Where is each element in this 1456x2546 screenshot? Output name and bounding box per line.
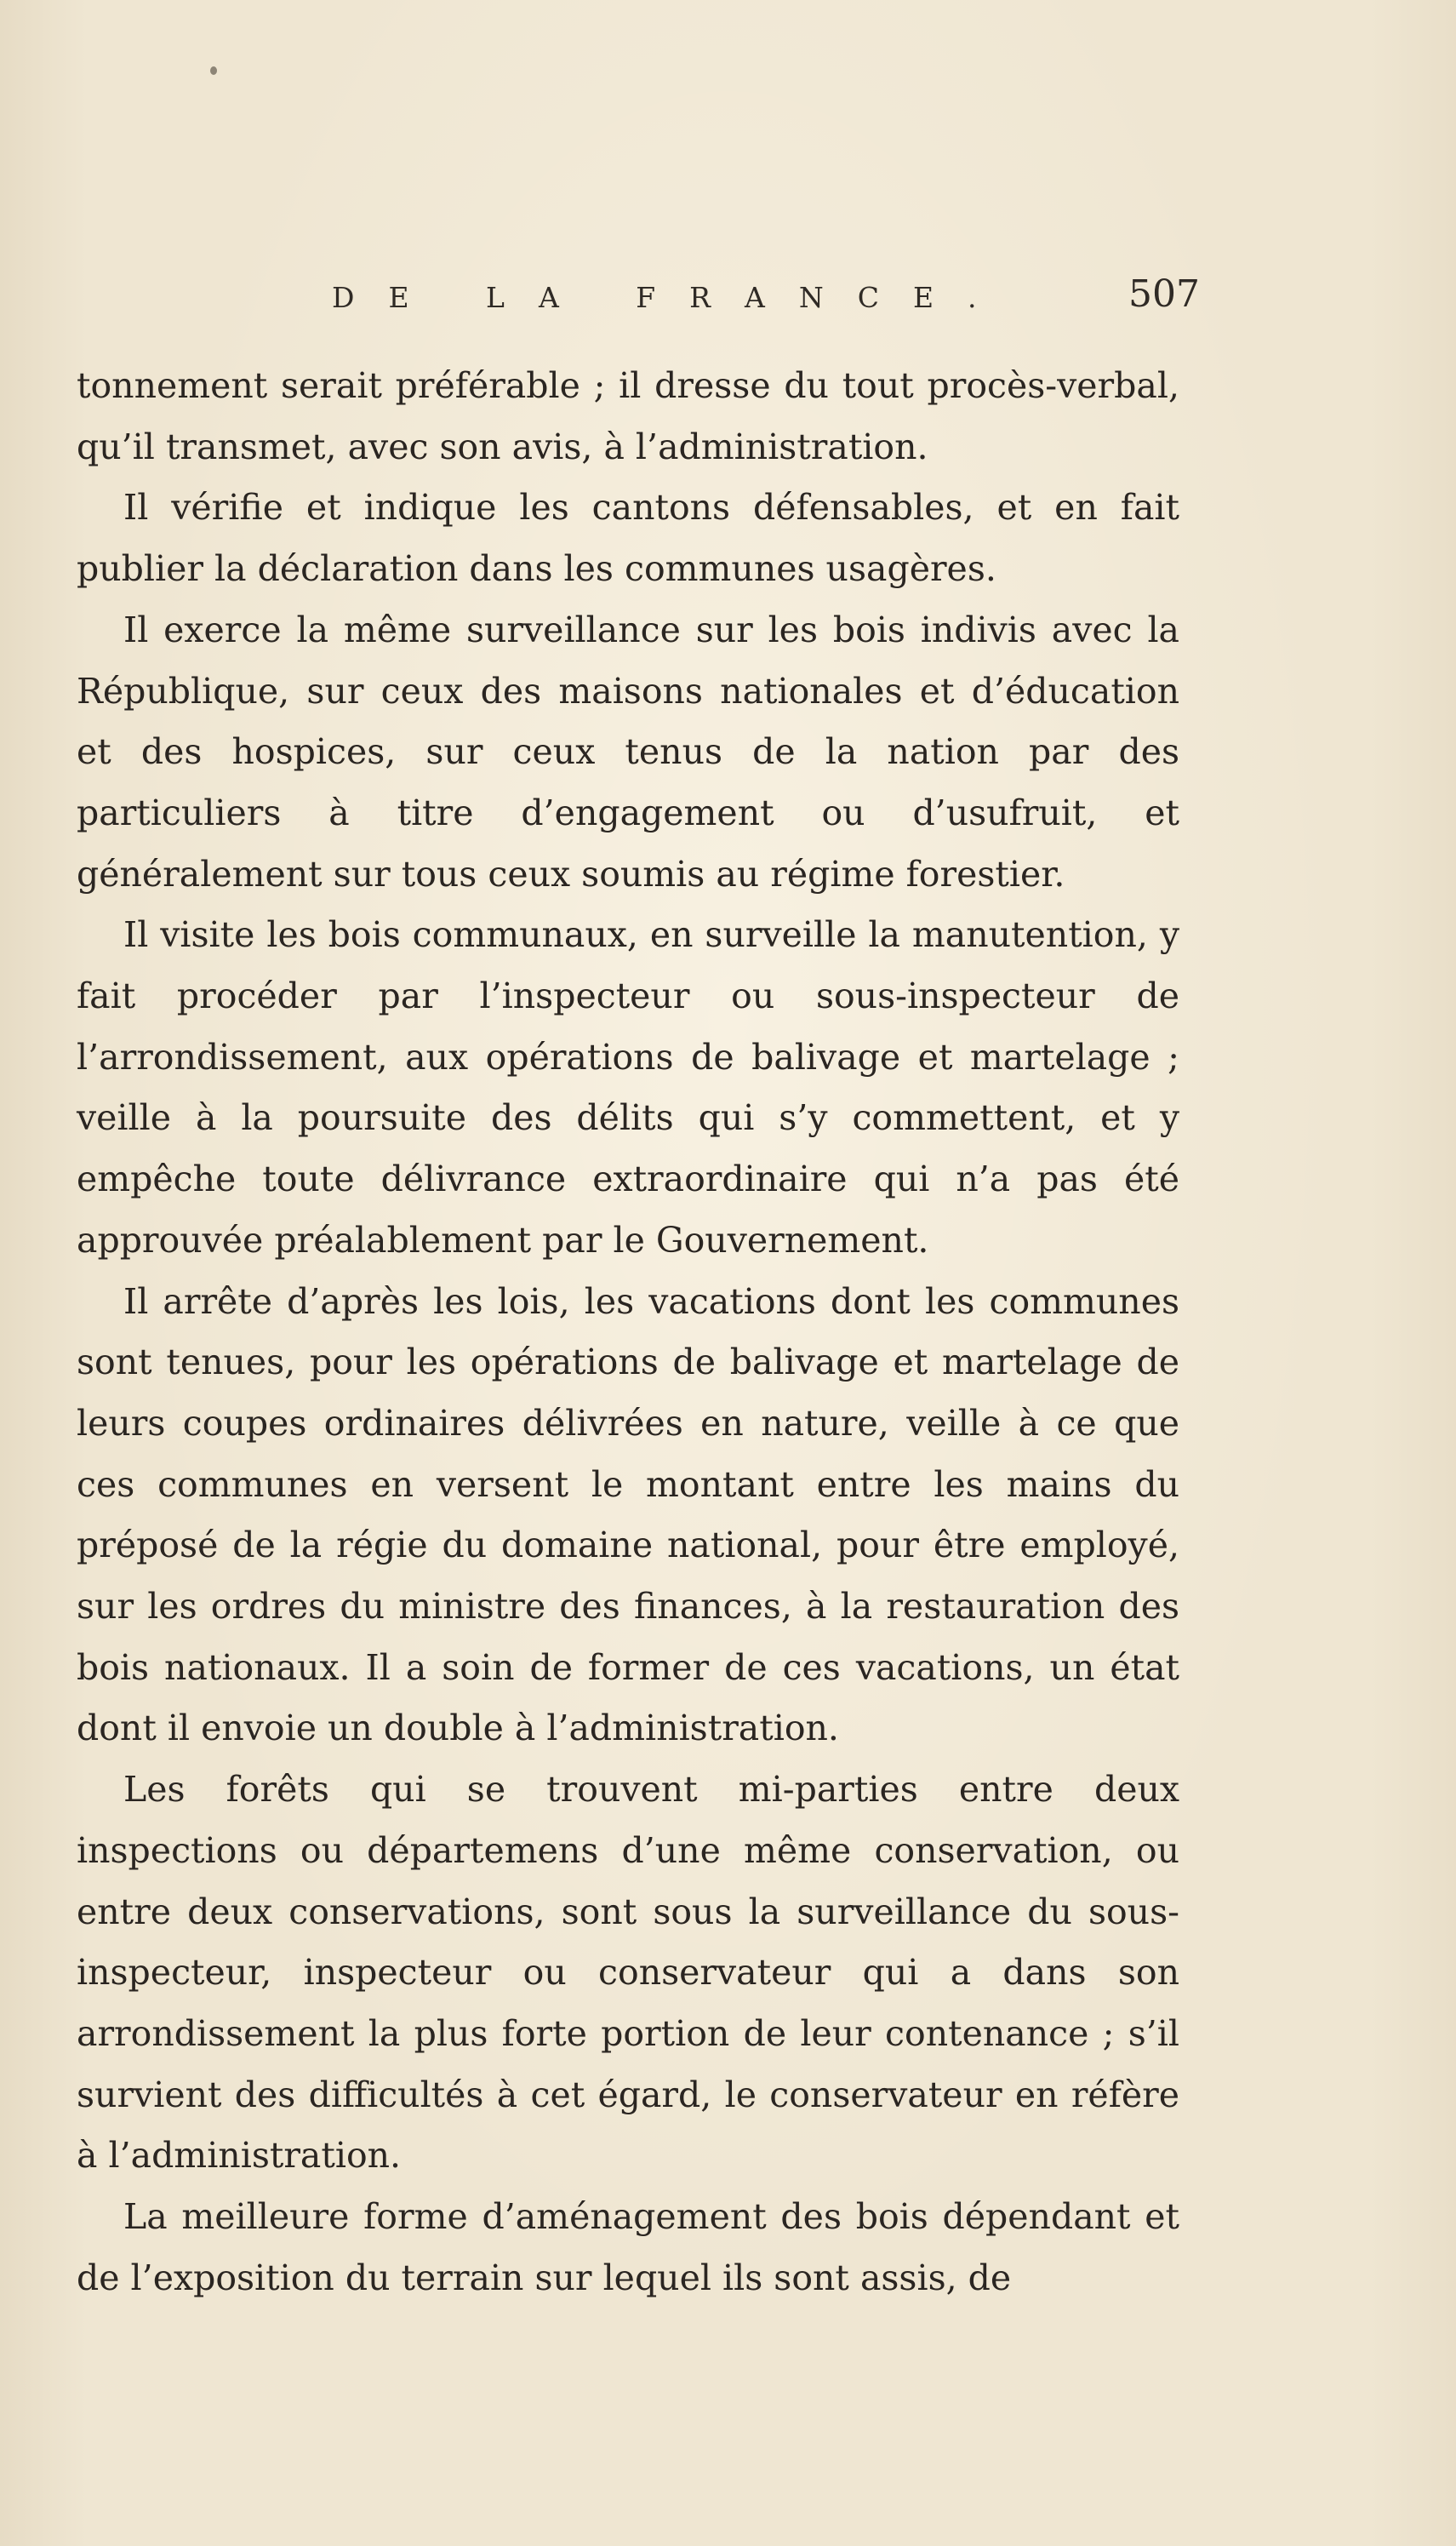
paragraph-amenagement: La meilleure forme d’aménagement des bois dépendant et de l’exposition du terrain sur lequel ils sont assis, de bbox=[77, 2196, 1179, 2298]
running-head: DE LA FRANCE. bbox=[332, 281, 1011, 314]
page-header bbox=[332, 272, 1200, 329]
paragraph-forets-mi-parties: Les forêts qui se trouvent mi-parties entre deux inspections ou départemens d’une même conservation, ou entre deux conservations, sont sous la surveillance du sous-inspecteur, inspecteur ou conservateur qui a dans son arrondissement la plus forte portion de leur contenance ; s’il survient des difficultés à cet égard, le conservateur en réfère à l’administration. bbox=[77, 1769, 1179, 2177]
paragraph-cantons-defensables: Il vérifie et indique les cantons défensables, et en fait publier la déclaration dans les communes usagères. bbox=[77, 487, 1179, 590]
paragraph-bois-indivis: Il exerce la même surveillance sur les bois indivis avec la République, sur ceux des maisons nationales et d’éducation et des hospices, sur ceux tenus de la nation par des particuliers à titre d’engagement ou d’usufruit, et généralement sur tous ceux soumis au régime forestier. bbox=[77, 609, 1179, 895]
paragraph-vacations: Il arrête d’après les lois, les vacations dont les communes sont tenues, pour les opérations de balivage et martelage de leurs coupes ordinaires délivrées en nature, veille à ce que ces communes en versent le montant entre les mains du préposé de la régie du domaine national, pour être employé, sur les ordres du ministre des finances, à la restauration des bois nationaux. Il a soin de former de ces vacations, un état dont il envoie un double à l’administration. bbox=[77, 1280, 1179, 1749]
body-text bbox=[77, 356, 1179, 2309]
page-number: 507 bbox=[1128, 272, 1200, 316]
ink-speck bbox=[210, 66, 217, 75]
paragraph-bois-communaux: Il visite les bois communaux, en surveille la manutention, y fait procéder par l’inspecteur ou sous-inspecteur de l’arrondissement, aux opérations de balivage et martelage ; veille à la poursuite des délits qui s’y commettent, et y empêche toute délivrance extraordinaire qui n’a pas été approuvée préalablement par le Gouvernement. bbox=[77, 914, 1179, 1261]
paragraph-continuation: tonnement serait préférable ; il dresse du tout procès-verbal, qu’il transmet, avec son avis, à l’administration. bbox=[77, 365, 1179, 467]
